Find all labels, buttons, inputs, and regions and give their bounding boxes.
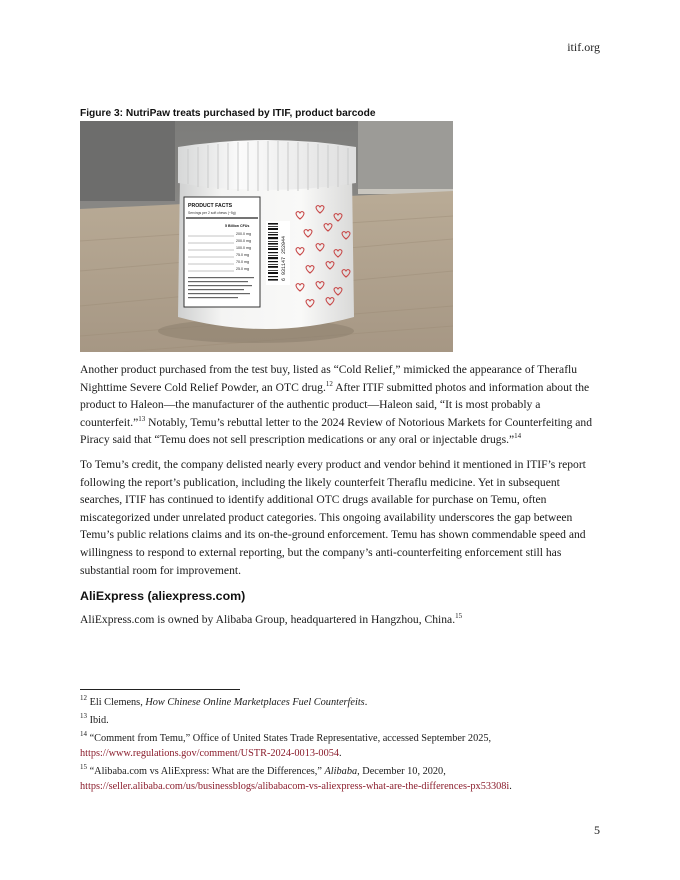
- footnote-ref-15[interactable]: 15: [455, 612, 463, 620]
- footnote-ref-13[interactable]: 13: [138, 414, 146, 423]
- label-heading: PRODUCT FACTS: [188, 203, 233, 209]
- label-amount: 200.0 mg: [236, 232, 251, 236]
- product-photo: [80, 121, 453, 352]
- label-amount: 75.0 mg: [236, 253, 249, 257]
- paragraph-temu-credit: To Temu’s credit, the company delisted nearly every product and vendor behind it mentioned in ITIF’s report following the report’s publication, including the likely counterfeit Theraflu medicine. Yet in subsequent searches, ITIF has continued to identify additional OTC drugs available for purchase on Temu, often miscategorized under unrelated product categories. This ongoing availability underscores the gap between Temu’s public relations claims and its on-the-ground enforcement. Temu has shown commendable speed and willingness to respond to external reporting, but the company’s anti-counterfeiting enforcement still has substantial room for improvement.: [80, 458, 586, 577]
- footnote-link[interactable]: https://www.regulations.gov/comment/USTR-2024-0013-0054: [80, 748, 340, 759]
- footnote-link[interactable]: https://seller.alibaba.com/us/businessblogs/alibabacom-vs-aliexpress-what-are-the-differences-px53308i: [80, 781, 510, 792]
- barcode-number: 6 931147 252044: [281, 235, 287, 281]
- header-site: itif.org: [567, 40, 600, 54]
- footnote-12: $^{12}$ Eli Clemens, How Chinese Online Marketplaces Fuel Counterfeits.: [80, 694, 368, 708]
- section-heading-aliexpress: AliExpress (aliexpress.com): [80, 589, 246, 603]
- label-amount: 70.0 mg: [236, 260, 249, 264]
- page-number: 5: [594, 823, 600, 837]
- footnote-14: $^{14}$ “Comment from Temu,” Office of United States Trade Representative, accessed September 2025, https://www.regulations.gov/comment/USTR-2024-0013-0054.: [80, 730, 492, 759]
- footnotes: [80, 695, 600, 797]
- paragraph-cold-relief: Another product purchased from the test buy, listed as “Cold Relief,” mimicked the appearance of Theraflu Nighttime Severe Cold Relief Powder, an OTC drug.$^{12}$ After ITIF submitted photos and information about the product to Haleon—the manufacturer of the authentic product—Haleon said, “It is most probably a counterfeit.”$^{13}$ Notably, Temu’s rebuttal letter to the 2024 Review of Notorious Markets for Counterfeiting and Piracy said that “Temu does not sell prescription medications or any oral or injectable drugs.”$^{14}$: [80, 363, 593, 447]
- label-subheading: Servings per 2 soft chews (~5g): [188, 211, 236, 215]
- footnote-ref-12[interactable]: 12: [325, 379, 333, 388]
- label-cfu: 5 Billion CFUs: [225, 224, 250, 228]
- footnote-13: $^{13}$ Ibid.: [80, 712, 109, 726]
- label-amount: 100.0 mg: [236, 246, 251, 250]
- label-amount: 25.0 mg: [236, 267, 249, 271]
- footnote-15: $^{15}$ “Alibaba.com vs AliExpress: What are the Differences,” Alibaba, December 10, 2020, https://seller.alibaba.com/us/businessblogs/alibabacom-vs-aliexpress-what-are-the-differences-px53308i.: [80, 763, 512, 792]
- footnote-ref-14[interactable]: 14: [514, 432, 522, 441]
- label-amount: 200.0 mg: [236, 239, 251, 243]
- paragraph-aliexpress: AliExpress.com is owned by Alibaba Group, headquartered in Hangzhou, China.$^{15}$: [80, 612, 463, 626]
- footnote-divider: [80, 689, 240, 690]
- figure-caption: Figure 3: NutriPaw treats purchased by ITIF, product barcode: [80, 108, 376, 119]
